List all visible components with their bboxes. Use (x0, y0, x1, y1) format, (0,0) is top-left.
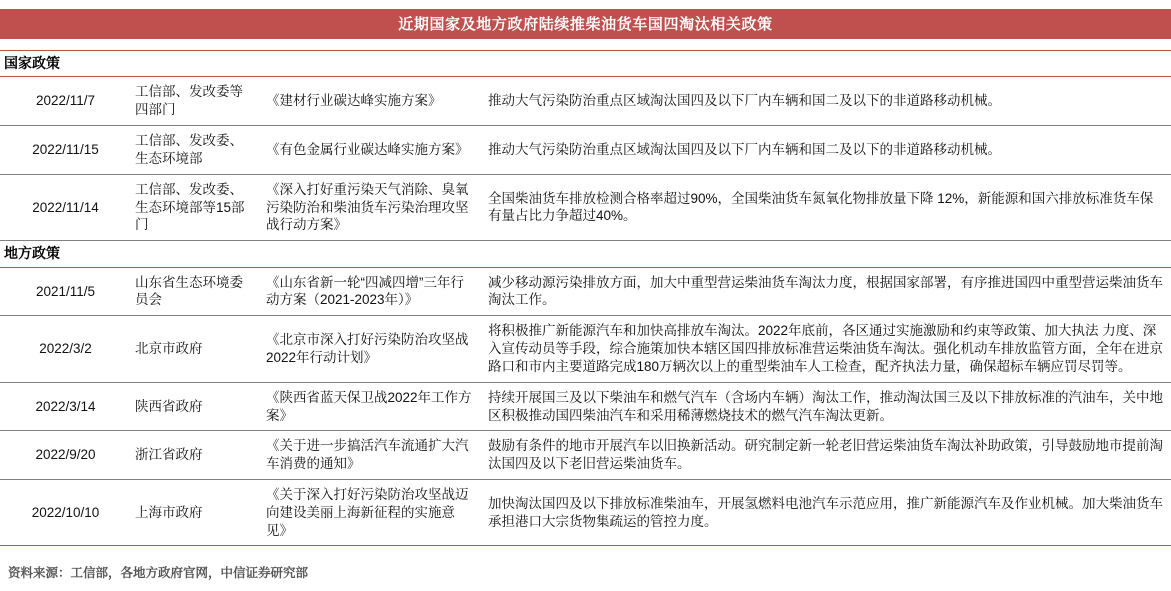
cell-document: 《深入打好重污染天气消除、臭氧污染防治和柴油货车污染治理攻坚战行动方案》 (260, 174, 478, 240)
cell-date: 2022/10/10 (0, 479, 127, 545)
cell-organization: 浙江省政府 (127, 431, 260, 480)
exhibit-title-bar (0, 9, 1171, 39)
cell-date: 2022/11/14 (0, 174, 127, 240)
cell-organization: 上海市政府 (127, 479, 260, 545)
cell-document: 《建材行业碳达峰实施方案》 (260, 77, 478, 126)
table-row (0, 382, 1171, 431)
cell-organization: 北京市政府 (127, 316, 260, 382)
cell-document: 《有色金属行业碳达峰实施方案》 (260, 126, 478, 175)
cell-date: 2021/11/5 (0, 267, 127, 316)
cell-document: 《关于进一步搞活汽车流通扩大汽车消费的通知》 (260, 431, 478, 480)
exhibit-container (0, 9, 1171, 591)
cell-document: 《北京市深入打好污染防治攻坚战2022年行动计划》 (260, 316, 478, 382)
table-row (0, 316, 1171, 382)
cell-description: 将积极推广新能源汽车和加快高排放车淘汰。2022年底前，各区通过实施激励和约束等政策、加大执法 力度、深入宣传动员等手段，综合施策加快本辖区国四排放标准营运柴油货车淘汰。强化机动车排放监管方面，全年在进京路口和市内主要道路完成180万辆次以上的重型柴油车人工检查，配齐执法力量，确保超标车辆应罚尽罚等。 (478, 316, 1171, 382)
cell-description: 全国柴油货车排放检测合格率超过90%，全国柴油货车氮氧化物排放量下降 12%，新能源和国六排放标准货车保有量占比力争超过40%。 (478, 174, 1171, 240)
cell-description: 鼓励有条件的地市开展汽车以旧换新活动。研究制定新一轮老旧营运柴油货车淘汰补助政策，引导鼓励地市提前淘汰国四及以下老旧营运柴油货车。 (478, 431, 1171, 480)
cell-date: 2022/9/20 (0, 431, 127, 480)
section-header-national (0, 51, 1171, 77)
policy-table-body (0, 51, 1171, 546)
table-row (0, 479, 1171, 545)
cell-organization: 工信部、发改委、生态环境部 (127, 126, 260, 175)
cell-organization: 工信部、发改委、生态环境部等15部门 (127, 174, 260, 240)
cell-description: 持续开展国三及以下柴油车和燃气汽车（含场内车辆）淘汰工作，推动淘汰国三及以下排放标准的汽油车，关中地区积极推动国四柴油汽车和采用稀薄燃烧技术的燃气汽车淘汰更新。 (478, 382, 1171, 431)
cell-organization: 山东省生态环境委员会 (127, 267, 260, 316)
cell-description: 加快淘汰国四及以下排放标准柴油车，开展氢燃料电池汽车示范应用，推广新能源汽车及作业机械。加大柴油货车承担港口大宗货物集疏运的管控力度。 (478, 479, 1171, 545)
section-header-label: 地方政策 (0, 241, 1171, 267)
cell-description: 推动大气污染防治重点区域淘汰国四及以下厂内车辆和国二及以下的非道路移动机械。 (478, 126, 1171, 175)
section-header-local (0, 241, 1171, 267)
policy-table (0, 50, 1171, 546)
table-row (0, 267, 1171, 316)
cell-description: 减少移动源污染排放方面，加大中重型营运柴油货车淘汰力度，根据国家部署，有序推进国四中重型营运柴油货车淘汰工作。 (478, 267, 1171, 316)
source-note: 资料来源：工信部，各地方政府官网，中信证券研究部 (8, 566, 309, 580)
cell-description: 推动大气污染防治重点区域淘汰国四及以下厂内车辆和国二及以下的非道路移动机械。 (478, 77, 1171, 126)
cell-document: 《关于深入打好污染防治攻坚战迈向建设美丽上海新征程的实施意见》 (260, 479, 478, 545)
cell-document: 《陕西省蓝天保卫战2022年工作方案》 (260, 382, 478, 431)
cell-date: 2022/3/14 (0, 382, 127, 431)
cell-date: 2022/3/2 (0, 316, 127, 382)
cell-document: 《山东省新一轮“四减四增”三年行动方案（2021-2023年）》 (260, 267, 478, 316)
cell-organization: 陕西省政府 (127, 382, 260, 431)
exhibit-title: 近期国家及地方政府陆续推柴油货车国四淘汰相关政策 (398, 15, 773, 33)
exhibit-footer (0, 563, 1171, 582)
cell-date: 2022/11/15 (0, 126, 127, 175)
section-header-label: 国家政策 (0, 51, 1171, 77)
table-row (0, 77, 1171, 126)
table-row (0, 126, 1171, 175)
table-row (0, 174, 1171, 240)
table-row (0, 431, 1171, 480)
cell-organization: 工信部、发改委等四部门 (127, 77, 260, 126)
cell-date: 2022/11/7 (0, 77, 127, 126)
